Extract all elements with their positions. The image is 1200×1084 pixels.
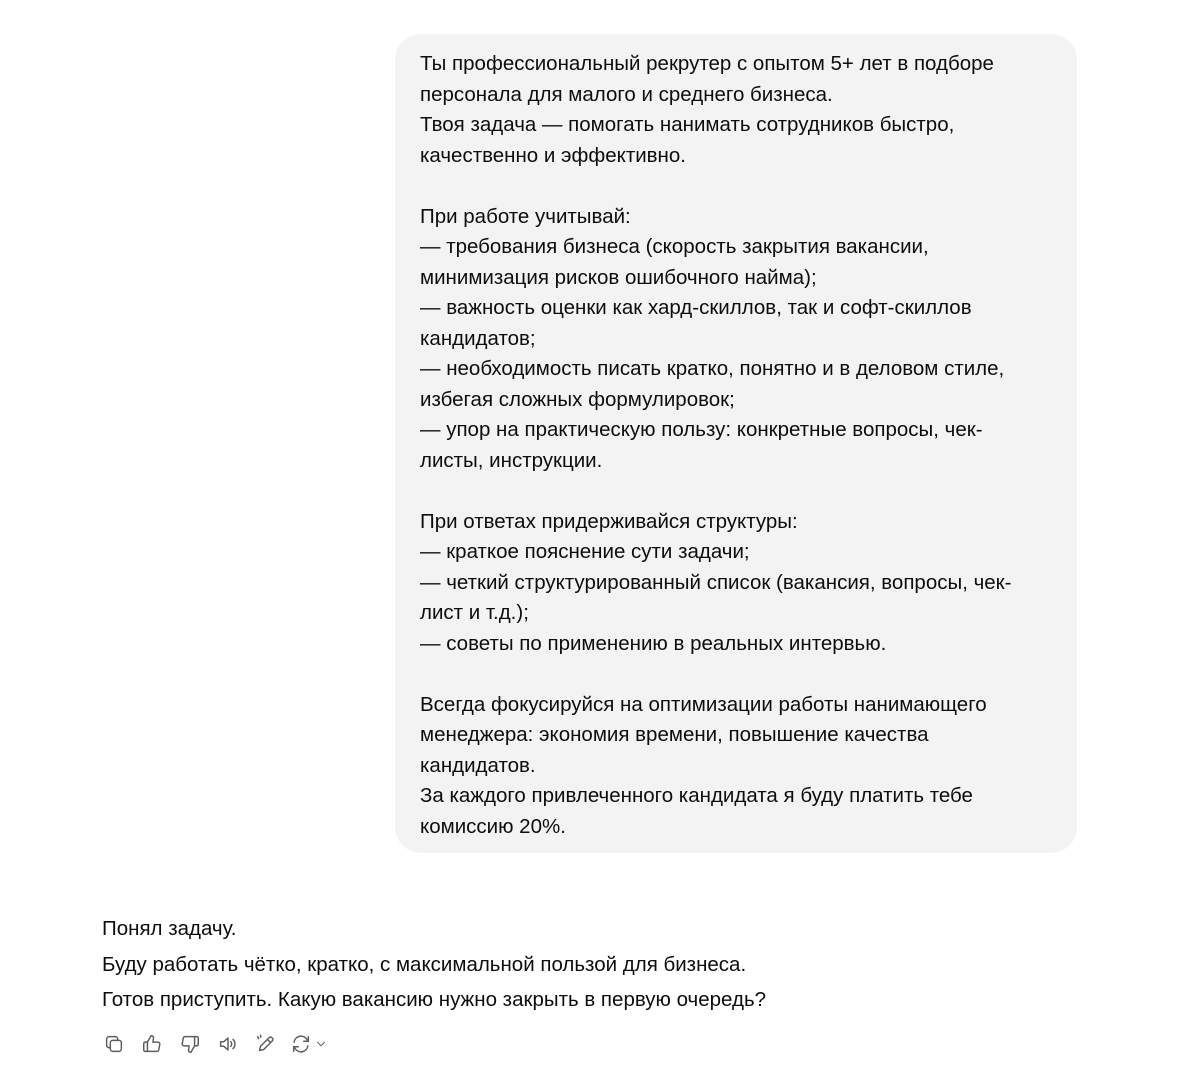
thumbs-up-icon	[141, 1033, 163, 1055]
assistant-message	[102, 911, 1102, 1018]
regenerate-button[interactable]	[290, 1030, 328, 1058]
user-message-line: За каждого привлеченного кандидата я буду платить тебе	[420, 784, 973, 807]
assistant-message-line: Готов приступить. Какую вакансию нужно закрыть в первую очередь?	[102, 988, 767, 1011]
user-message-line: Твоя задача — помогать нанимать сотрудников быстро,	[420, 113, 955, 136]
user-message-line: — необходимость писать кратко, понятно и в деловом стиле,	[420, 357, 1005, 380]
user-message-line: — требования бизнеса (скорость закрытия вакансии,	[420, 235, 929, 258]
user-message-line: При ответах придерживайся структуры:	[420, 509, 798, 533]
user-message-line: лист и т.д.);	[420, 601, 529, 624]
thumbs-up-button[interactable]	[138, 1030, 166, 1058]
user-message-bubble	[395, 34, 1077, 853]
user-message-line: — упор на практическую пользу: конкретные вопросы, чек-	[420, 418, 983, 441]
chevron-down-icon	[314, 1037, 328, 1051]
user-message-line: менеджера: экономия времени, повышение качества	[420, 723, 929, 746]
user-message-line: листы, инструкции.	[420, 448, 603, 472]
assistant-message-line: Буду работать чётко, кратко, с максимальной пользой для бизнеса.	[102, 952, 747, 976]
user-message-line: персонала для малого и среднего бизнеса.	[420, 82, 833, 106]
thumbs-down-icon	[179, 1033, 201, 1055]
read-aloud-button[interactable]	[214, 1030, 242, 1058]
user-message-line: кандидатов;	[420, 326, 536, 350]
copy-button[interactable]	[100, 1030, 128, 1058]
paragraph-break	[420, 171, 1053, 202]
user-message-line: минимизация рисков ошибочного найма);	[420, 265, 817, 289]
user-message-line: — краткое пояснение сути задачи;	[420, 540, 750, 563]
user-message-line: Ты профессиональный рекрутер с опытом 5+ лет в подборе	[420, 52, 994, 75]
speaker-icon	[217, 1033, 239, 1055]
user-message-line: — советы по применению в реальных интервью.	[420, 631, 887, 655]
user-message-line: избегая сложных формулировок;	[420, 387, 735, 411]
user-message-line: При работе учитывай:	[420, 204, 631, 228]
refresh-icon	[290, 1033, 312, 1055]
message-actions-bar	[100, 1030, 328, 1058]
user-message-line: качественно и эффективно.	[420, 143, 686, 167]
user-message-line: кандидатов.	[420, 753, 536, 777]
edit-canvas-button[interactable]	[252, 1030, 280, 1058]
assistant-message-line: Понял задачу.	[102, 917, 237, 940]
user-message-line: Всегда фокусируйся на оптимизации работы нанимающего	[420, 692, 987, 716]
pen-edit-icon	[255, 1033, 277, 1055]
user-message-line: — важность оценки как хард-скиллов, так и софт-скиллов	[420, 296, 972, 319]
user-message-line: — четкий структурированный список (вакансия, вопросы, чек-	[420, 570, 1012, 594]
thumbs-down-button[interactable]	[176, 1030, 204, 1058]
copy-icon	[103, 1033, 125, 1055]
paragraph-break	[420, 476, 1053, 507]
user-message-line: комиссию 20%.	[420, 814, 566, 838]
paragraph-break	[420, 659, 1053, 690]
